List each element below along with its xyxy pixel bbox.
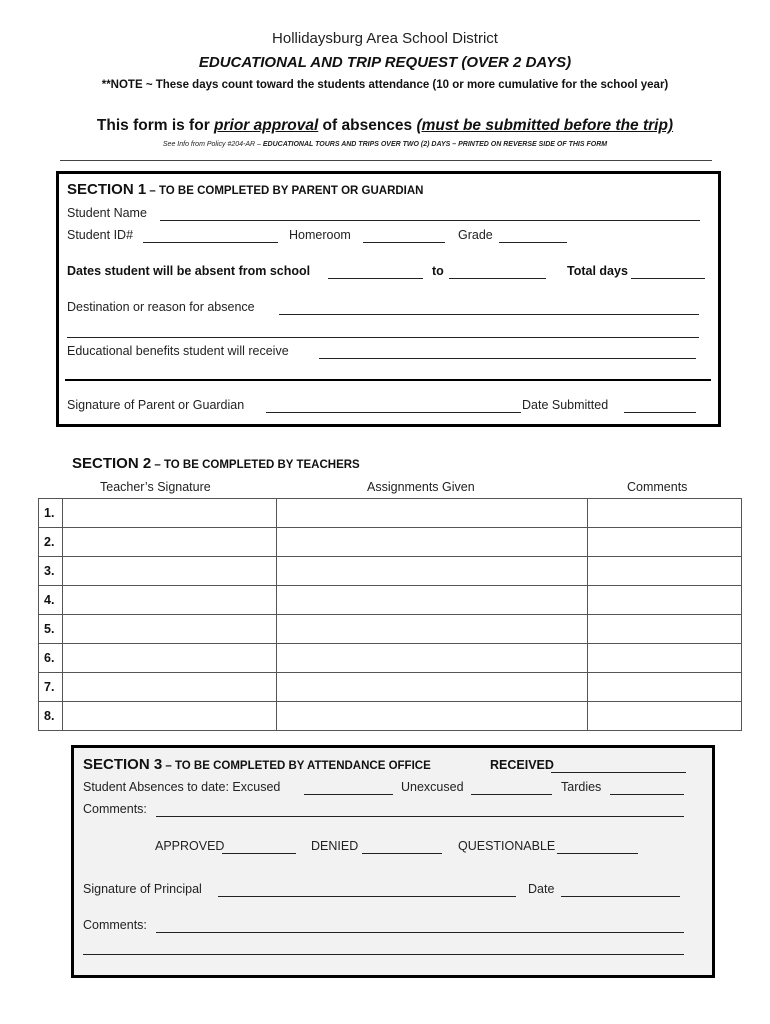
table-row <box>39 615 742 644</box>
benefits-field[interactable] <box>319 358 696 359</box>
assignments-cell[interactable] <box>277 557 588 586</box>
policy-reference <box>0 141 770 148</box>
teacher-signature-cell[interactable] <box>63 673 277 702</box>
purpose-mid: of absences <box>318 117 417 134</box>
table-row <box>39 673 742 702</box>
col-teacher-signature: Teacher’s Signature <box>100 480 211 494</box>
must-submit-text: (must be submitted before the trip) <box>416 117 674 134</box>
district-name: Hollidaysburg Area School District <box>272 30 498 47</box>
parent-signature-field[interactable] <box>266 412 521 413</box>
form-title: EDUCATIONAL AND TRIP REQUEST (OVER 2 DAYS) <box>198 54 572 71</box>
comments2-field-line2[interactable] <box>83 954 684 955</box>
section2-heading <box>72 455 360 472</box>
teacher-signature-cell[interactable] <box>63 644 277 673</box>
unexcused-label: Unexcused <box>401 780 464 794</box>
attendance-note: **NOTE ~ These days count toward the students attendance (10 or more cumulative for the school year) <box>101 79 669 91</box>
table-row <box>39 644 742 673</box>
comments-cell[interactable] <box>588 673 742 702</box>
comments-cell[interactable] <box>588 644 742 673</box>
tardies-field[interactable] <box>610 794 684 795</box>
comments-cell[interactable] <box>588 499 742 528</box>
comments-label: Comments: <box>83 802 147 816</box>
homeroom-label: Homeroom <box>289 228 351 242</box>
row-number: 8. <box>39 702 63 731</box>
destination-field[interactable] <box>279 314 699 315</box>
teacher-signature-cell[interactable] <box>63 702 277 731</box>
excused-field[interactable] <box>304 794 393 795</box>
row-number: 3. <box>39 557 63 586</box>
total-days-field[interactable] <box>631 278 705 279</box>
date-submitted-field[interactable] <box>624 412 696 413</box>
assignments-cell[interactable] <box>277 586 588 615</box>
col-assignments-given: Assignments Given <box>367 480 475 494</box>
policy-prefix: See Info from Policy #204-AR – <box>162 141 263 148</box>
row-number: 5. <box>39 615 63 644</box>
policy-title: EDUCATIONAL TOURS AND TRIPS OVER TWO (2) DAYS – PRINTED ON REVERSE SIDE OF THIS FORM <box>262 141 608 148</box>
assignments-cell[interactable] <box>277 702 588 731</box>
assignments-cell[interactable] <box>277 644 588 673</box>
purpose-line <box>0 117 770 135</box>
comments2-label: Comments: <box>83 918 147 932</box>
principal-signature-label: Signature of Principal <box>83 882 202 896</box>
total-days-label: Total days <box>567 264 628 278</box>
col-comments: Comments <box>627 480 688 494</box>
questionable-label: QUESTIONABLE <box>458 839 556 853</box>
destination-label: Destination or reason for absence <box>67 300 255 314</box>
table-row <box>39 499 742 528</box>
teacher-signature-cell[interactable] <box>63 499 277 528</box>
prior-approval-text: prior approval <box>214 117 319 134</box>
section1-divider <box>65 379 711 381</box>
absences-excused-label: Student Absences to date: Excused <box>83 780 281 794</box>
absent-to-field[interactable] <box>449 278 546 279</box>
parent-signature-label: Signature of Parent or Guardian <box>67 398 245 412</box>
section2-title: SECTION 2 <box>72 455 152 472</box>
section1-title: SECTION 1 <box>67 181 147 198</box>
date-submitted-label: Date Submitted <box>522 398 609 412</box>
section1-box <box>56 171 721 427</box>
comments-cell[interactable] <box>588 702 742 731</box>
teacher-table <box>38 498 742 731</box>
to-label: to <box>432 264 444 278</box>
table-row <box>39 586 742 615</box>
table-row <box>39 702 742 731</box>
section2-subtitle: – TO BE COMPLETED BY TEACHERS <box>151 459 360 471</box>
teacher-signature-cell[interactable] <box>63 528 277 557</box>
denied-label: DENIED <box>311 839 359 853</box>
received-field[interactable] <box>551 772 686 773</box>
table-row <box>39 557 742 586</box>
teacher-signature-cell[interactable] <box>63 586 277 615</box>
section3-heading <box>83 756 431 773</box>
tardies-label: Tardies <box>561 780 602 794</box>
principal-signature-field[interactable] <box>218 896 516 897</box>
grade-label: Grade <box>458 228 493 242</box>
teacher-signature-cell[interactable] <box>63 615 277 644</box>
benefits-label: Educational benefits student will receive <box>67 344 289 358</box>
row-number: 6. <box>39 644 63 673</box>
header-divider <box>60 160 712 161</box>
homeroom-field[interactable] <box>363 242 445 243</box>
principal-date-label: Date <box>528 882 555 896</box>
teacher-signature-cell[interactable] <box>63 557 277 586</box>
approved-label: APPROVED <box>155 839 225 853</box>
comments-cell[interactable] <box>588 586 742 615</box>
denied-field[interactable] <box>362 853 442 854</box>
comments-cell[interactable] <box>588 528 742 557</box>
questionable-field[interactable] <box>557 853 638 854</box>
row-number: 7. <box>39 673 63 702</box>
comments-cell[interactable] <box>588 557 742 586</box>
grade-field[interactable] <box>499 242 567 243</box>
section1-subtitle: – TO BE COMPLETED BY PARENT OR GUARDIAN <box>146 185 424 197</box>
assignments-cell[interactable] <box>277 528 588 557</box>
student-name-label: Student Name <box>67 206 147 220</box>
student-name-field[interactable] <box>160 220 700 221</box>
row-number: 2. <box>39 528 63 557</box>
assignments-cell[interactable] <box>277 673 588 702</box>
row-number: 4. <box>39 586 63 615</box>
row-number: 1. <box>39 499 63 528</box>
section3-title: SECTION 3 <box>83 756 163 773</box>
received-label: RECEIVED <box>490 758 554 772</box>
dates-absent-label: Dates student will be absent from school <box>67 264 311 278</box>
comments-field[interactable] <box>156 816 684 817</box>
principal-date-field[interactable] <box>561 896 680 897</box>
comments-cell[interactable] <box>588 615 742 644</box>
comments2-field[interactable] <box>156 932 684 933</box>
table-row <box>39 528 742 557</box>
destination-field-line2[interactable] <box>67 337 699 338</box>
unexcused-field[interactable] <box>471 794 552 795</box>
assignments-cell[interactable] <box>277 615 588 644</box>
approved-field[interactable] <box>222 853 296 854</box>
purpose-prefix: This form is for <box>96 117 215 134</box>
student-id-label: Student ID# <box>67 228 134 242</box>
student-id-field[interactable] <box>143 242 278 243</box>
assignments-cell[interactable] <box>277 499 588 528</box>
section3-subtitle: – TO BE COMPLETED BY ATTENDANCE OFFICE <box>162 760 431 772</box>
absent-from-field[interactable] <box>328 278 423 279</box>
section1-heading <box>67 181 424 198</box>
